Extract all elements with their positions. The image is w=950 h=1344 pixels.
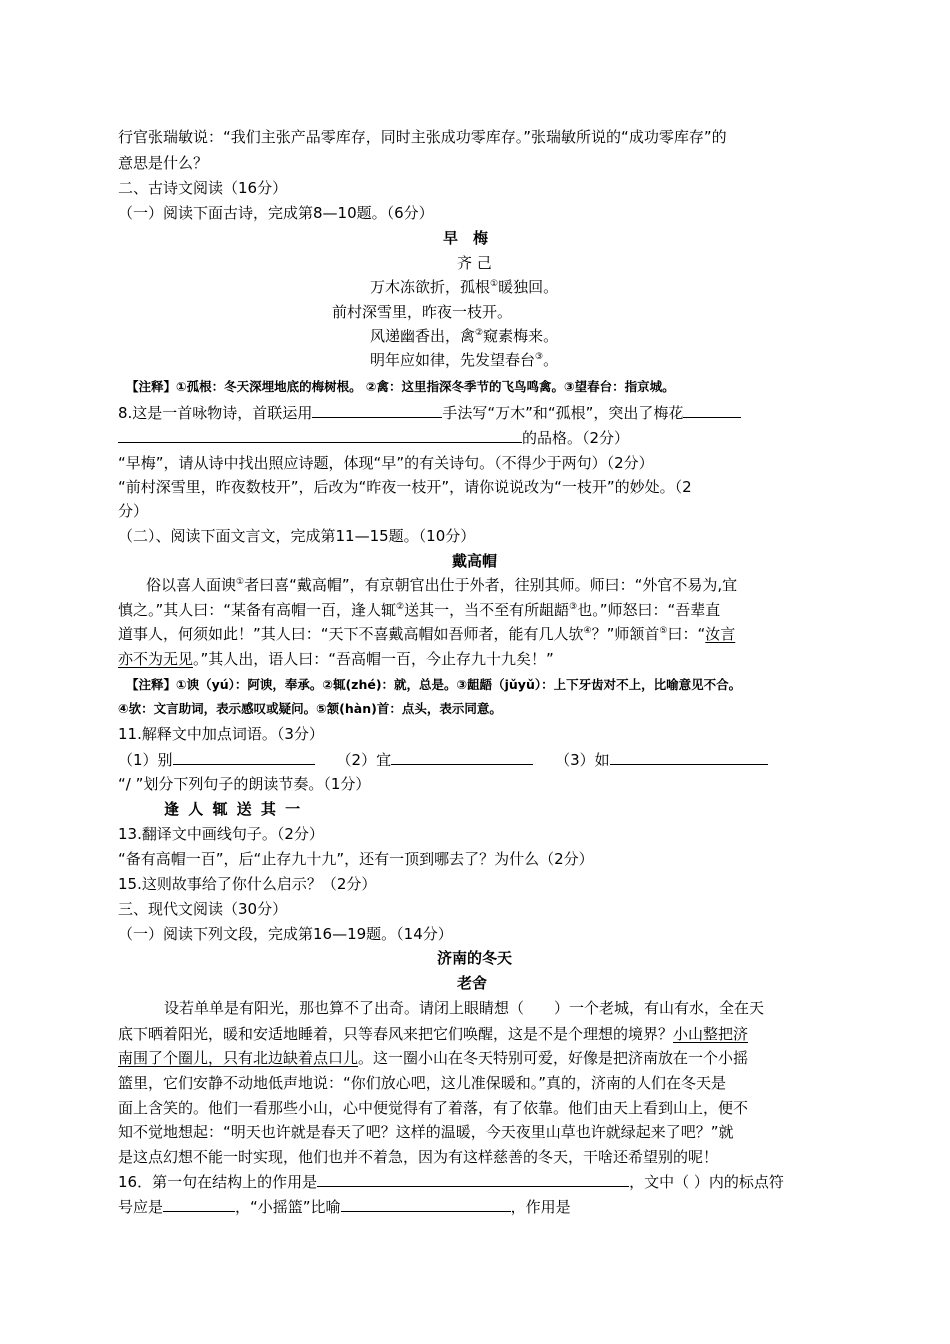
q8-blank-3[interactable] (118, 428, 522, 443)
q16-blank-1[interactable] (317, 1172, 629, 1187)
classical-text-title: 戴高帽 (452, 552, 498, 570)
classical-para-line-2: 慎之。”其人曰：“某备有高帽一百，逢人辄②送其一，当不至有所龃龉③也。”师怒曰：“吾辈直 (118, 601, 721, 619)
section-2-sub-1: （一）阅读下面古诗，完成第8—10题。（6分） (118, 204, 434, 222)
classical-annotation-1: 【注释】①谀（yú）：阿谀，奉承。②辄(zhé)：就，总是。③龃龉（jǔyǔ）：上下牙齿对不上，比喻意见不合。 (126, 677, 742, 692)
question-16-line-2: 号应是 ，“小摇篮”比喻 ，作用是 (118, 1198, 571, 1216)
question-15: 15.这则故事给了你什么启示？（2分） (118, 875, 377, 893)
question-11: 11.解释文中加点词语。（3分） (118, 725, 324, 743)
question-12: “/ ”划分下列句子的朗读节奏。（1分） (118, 775, 371, 793)
modern-para-line-7: 是这点幻想不能一时实现，他们也并不着急，因为有这样慈善的冬天，干啥还希望别的呢！ (118, 1148, 719, 1166)
modern-text-title: 济南的冬天 (437, 949, 513, 967)
poem-line-2: 前村深雪里，昨夜一枝开。 (332, 303, 513, 321)
underlined-sentence-part-1: 汝言 (705, 625, 736, 643)
question-8-line-1: 8.这是一首咏物诗，首联运用 手法写“万木”和“孤根”，突出了梅花 (118, 403, 741, 423)
modern-para-line-6: 知不觉地想起：“明天也许就是春天了吧？这样的温暖，今天夜里山草也许就绿起来了吧？”就 (118, 1123, 734, 1141)
modern-underlined-part-2: 南围了个圈儿，只有北边缺着点口儿 (118, 1049, 359, 1067)
intro-line-2: 意思是什么？ (118, 154, 209, 172)
section-2-heading: 二、古诗文阅读（16分） (118, 179, 288, 197)
classical-annotation-2: ④欤：文言助词，表示感叹或疑问。⑤颔(hàn)首：点头，表示同意。 (118, 701, 502, 716)
q8-blank-2[interactable] (683, 403, 741, 418)
modern-underlined-part-1: 小山整把济 (673, 1025, 749, 1043)
poem-author: 齐 己 (457, 254, 492, 272)
question-14: “备有高帽一百”，后“止存九十九”，还有一顶到哪去了？为什么（2分） (118, 850, 594, 868)
modern-para-line-3: 南围了个圈儿，只有北边缺着点口儿。这一圈小山在冬天特别可爱，好像是把济南放在一个小摇 (118, 1049, 749, 1067)
modern-para-line-4: 篮里，它们安静不动地低声地说：“你们放心吧，这儿准保暖和。”真的，济南的人们在冬天是 (118, 1074, 727, 1092)
section-3-sub-1: （一）阅读下列文段，完成第16—19题。（14分） (118, 925, 453, 943)
poem-annotation: 【注释】①孤根：冬天深埋地底的梅树根。 ②禽：这里指深冬季节的飞鸟鸣禽。③望春台：指京城。 (126, 379, 675, 394)
question-10-line-1: “前村深雪里，昨夜数枝开”，后改为“昨夜一枝开”，请你说说改为“一枝开”的妙处。（2 (118, 478, 692, 496)
poem-line-3: 风递幽香出，禽②窥素梅来。 (370, 327, 559, 345)
q16-blank-2[interactable] (163, 1197, 235, 1212)
section-3-heading: 三、现代文阅读（30分） (118, 900, 288, 918)
section-2-sub-2: （二）、阅读下面文言文，完成第11—15题。（10分） (118, 527, 476, 545)
poem-line-1: 万木冻欲折，孤根①暖独回。 (370, 278, 559, 296)
q11-blank-3[interactable] (610, 750, 768, 765)
classical-para-line-1: 俗以喜人面谀①者曰喜“戴高帽”，有京朝官出仕于外者，往别其师。师曰：“外官不易为,宜 (146, 576, 738, 594)
modern-para-line-2: 底下晒着阳光，暖和安适地睡着，只等春风来把它们唤醒，这是不是个理想的境界？小山整把济 (118, 1025, 749, 1043)
question-12-sentence: 逢 人 辄 送 其 一 (164, 800, 303, 818)
modern-text-author: 老舍 (457, 974, 488, 992)
q11-blank-2[interactable] (391, 750, 533, 765)
classical-para-line-3: 道事人，何须如此！”其人曰：“天下不喜戴高帽如吾师者，能有几人欤④？”师颔首⑤曰：“汝言 (118, 625, 736, 643)
q11-blank-1[interactable] (173, 750, 315, 765)
underlined-sentence-part-2: 亦不为无见 (118, 650, 194, 668)
question-11-items: （1）别 （2）宜 （3）如 (118, 750, 768, 770)
question-16-line-1: 16．第一句在结构上的作用是 ，文中（ ）内的标点符 (118, 1173, 784, 1191)
poem-title: 早 梅 (443, 229, 489, 247)
poem-line-4: 明年应如律，先发望春台③。 (370, 351, 559, 369)
q8-blank-1[interactable] (312, 403, 442, 418)
question-9: “早梅”，请从诗中找出照应诗题，体现“早”的有关诗句。（不得少于两句）（2分） (118, 454, 654, 472)
question-10-line-2: 分） (118, 502, 149, 520)
question-8-line-2: 的品格。（2分） (118, 428, 629, 448)
modern-para-line-5: 面上含笑的。他们一看那些小山，心中便觉得有了着落，有了依靠。他们由天上看到山上，便不 (118, 1099, 749, 1117)
modern-para-line-1: 设若单单是有阳光，那也算不了出奇。请闭上眼睛想（ ）一个老城，有山有水，全在天 (164, 999, 765, 1017)
classical-para-line-4: 亦不为无见。”其人出，语人曰：“吾高帽一百，今止存九十九矣！” (118, 650, 554, 668)
intro-line-1: 行官张瑞敏说：“我们主张产品零库存，同时主张成功零库存。”张瑞敏所说的“成功零库存”的 (118, 128, 727, 146)
q16-blank-3[interactable] (341, 1197, 511, 1212)
question-13: 13.翻译文中画线句子。（2分） (118, 825, 324, 843)
